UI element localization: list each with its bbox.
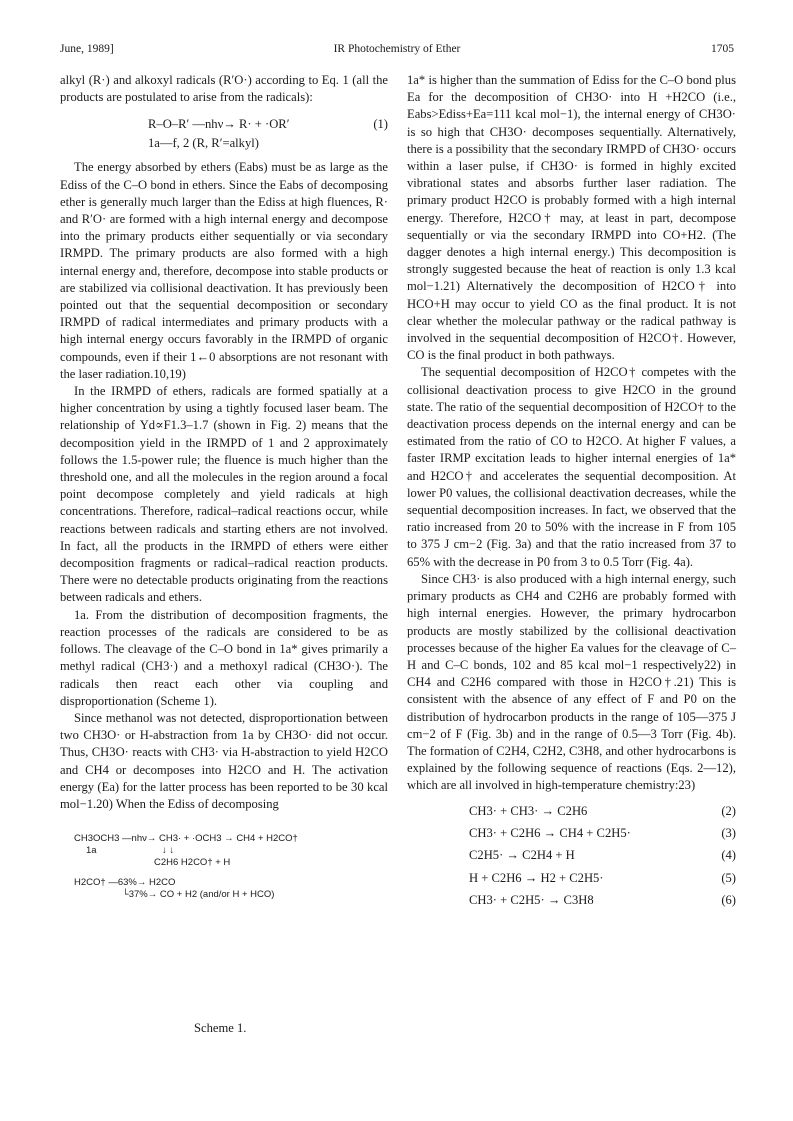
- paragraph-continuation: 1a* is higher than the summation of Ediss for the C–O bond plus Ea for the decomposition of CH3O· into H +H2CO (i.e., Eabs>Ediss+Ea=111 kcal mol−1), the internal energy of CH3O· is so high that CH3O· decomposes sequentially. Alternatively, there is a possibility that the secondary IRMPD of CH3O· occurs within a laser pulse, if CH3O· is formed in highly excited vibrational states and absorbs further laser radiation. The primary product H2CO is probably formed with a high internal energy. Therefore, H2CO† may, at least in part, decompose sequentially or via the secondary IRMPD into CO+H2. (The dagger denotes a high internal energy.) This decomposition is strongly suggested because the heat of reaction is only 1.3 kcal mol−1.21) Alternatively the decomposition of H2CO† into HCO+H may occur to yield CO as the final product. It is not clear whether the molecular pathway or the radical pathway is involved in the sequential decomposition of H2CO†. However, CO is the final product in both pathways.: [407, 73, 736, 363]
- scheme-label-1a: 1a: [86, 845, 97, 857]
- paragraph-1a: 1a. From the distribution of decomposition fragments, the reaction processes of the radicals are considered to be as follows. The cleavage of the C–O bond in 1a* gives primarily a methyl radical (CH3·) and a methoxyl radical (CH3O·). The radicals then react each other via coupling and disproportionation (Scheme 1).: [60, 607, 388, 708]
- scheme-row-1: CH3OCH3 —nhν→ CH3· + ·OCH3 → CH4 + H2CO†: [74, 833, 298, 845]
- left-column: [60, 72, 388, 933]
- scheme-row-2: C2H6 H2CO† + H: [154, 857, 231, 869]
- equation-4-number: (4): [721, 848, 736, 863]
- right-column: [407, 72, 736, 914]
- equation-list: [407, 803, 736, 915]
- equation-1-compounds: 1a—f, 2 (R, R′=alkyl): [148, 136, 259, 151]
- equation-5: H + C2H6 → H2 + C2H5·: [469, 870, 604, 885]
- issue-date: June, 1989]: [60, 43, 114, 55]
- equation-6: CH3· + C2H5· → C3H8: [469, 893, 594, 908]
- scheme-arrows: ↓ ↓: [162, 845, 175, 857]
- equation-3: CH3· + C2H6 → CH4 + C2H5·: [469, 825, 631, 840]
- page-number: 1705: [711, 43, 734, 55]
- equation-row: [407, 803, 736, 825]
- equation-1: [60, 113, 388, 153]
- equation-2: CH3· + CH3· → C2H6: [469, 803, 588, 818]
- equation-row: [407, 825, 736, 847]
- equation-6-number: (6): [721, 893, 736, 908]
- paragraph-energy: The energy absorbed by ethers (Eabs) must be as large as the Ediss of the C–O bond in ethers. Since the Eabs of decomposing ether is generally much larger than the Ediss at high fluences, R· and R′O· are formed with a high internal energy and decompose into the primary products either sequentially or via secondary IRMPD. The primary products are also formed with a high internal energy and, therefore, decompose into stable products or are stabilized via collisional deactivation. It has previously been pointed out that the sequential decomposition or secondary IRMPD of radical intermediates and primary products with a high internal energy occurs favorably in the IRMPD of organic compounds, even if their 1←0 absorptions are not resonant with the laser radiation.10,19): [60, 160, 388, 381]
- paragraph-methanol: Since methanol was not detected, disproportionation between two CH3O· or H-abstraction from 1a by CH3O· did not occur. Thus, CH3O· reacts with CH3· via H-abstraction to yield H2CO and CH4 or decomposes into H2CO and H. The activation energy (Ea) for the latter process has been reported to be 30 kcal mol−1.20) When the Ediss of decomposing: [60, 710, 388, 811]
- equation-2-number: (2): [721, 803, 736, 818]
- running-header: [60, 43, 734, 59]
- paragraph-sequential: The sequential decomposition of H2CO† competes with the collisional deactivation process to give H2CO in the ground state. The ratio of the sequential decomposition of H2CO† to the deactivation process depends on the internal energy and can be estimated from the ratio of CO to H2CO. At higher F values, a faster IRMP excitation leads to higher internal energies of 1a* and H2CO† and accelerates the sequential decomposition. At lower P0 values, the collisional deactivation decreases, while the sequential decomposition increases. In fact, we observed that the ratio increased from 20 to 50% with the increase in F from 105 to 375 J cm−2 (Fig. 3a) and that the ratio increased from 37 to 65% with the decrease in P0 from 3 to 0.5 Torr (Fig. 4a).: [407, 365, 736, 569]
- paragraph-hydrocarbons: Since CH3· is also produced with a high internal energy, such primary products as CH4 and C2H6 are probably formed with high internal energies. However, the primary hydrocarbon products are mostly stabilized by the collisional deactivation processes because of the higher Ea values for the cleavage of C–H and C–C bonds, 102 and 85 kcal mol−1 respectively22) in CH4 and C2H6 compared with those in H2CO†.21) This is consistent with the absence of any effect of F and P0 on the distribution of hydrocarbon products in the range of 105—375 J cm−2 of F (Fig. 3b) and in the range of 0.5—3 Torr (Fig. 4b). The formation of C2H4, C2H2, C3H8, and other hydrocarbons is explained by the following sequence of reactions (Eqs. 2—12), which are all involved in high-temperature chemistry:23): [407, 571, 736, 793]
- equation-row: [407, 847, 736, 869]
- scheme-caption: Scheme 1.: [194, 1021, 247, 1035]
- paragraph-irmpd: In the IRMPD of ethers, radicals are formed spatially at a higher concentration by using a tightly focused laser beam. The relationship of Yd∝F1.3–1.7 (shown in Fig. 2) means that the decomposition yield in the IRMPD of 1 and 2 approximately follows the 1.5-power rule; the fluence is much higher than the threshold one, and all the molecules in the region around a focal point decompose completely and yield radicals at high concentrations. Therefore, radical–radical reactions occur, while reactions between radicals and starting ethers are not involved. In fact, all the products in the IRMPD of ethers were either decomposition fragments or radical–radical reaction products. There were no detectable products originating from the reactions between radicals and ethers.: [60, 384, 388, 605]
- equation-1-number: (1): [373, 117, 388, 132]
- equation-3-number: (3): [721, 825, 736, 840]
- running-title: IR Photochemistry of Ether: [333, 43, 461, 55]
- scheme-row-3: H2CO† —63%→ H2CO: [74, 877, 176, 889]
- scheme-1: [60, 825, 388, 933]
- equation-4: C2H5· → C2H4 + H: [469, 848, 575, 863]
- equation-1-formula: R–O–R′ —nhν→ R· + ·OR′: [148, 117, 290, 132]
- scheme-row-4: └37%→ CO + H2 (and/or H + HCO): [122, 889, 275, 901]
- equation-row: [407, 892, 736, 914]
- paragraph-intro: alkyl (R·) and alkoxyl radicals (R′O·) according to Eq. 1 (all the products are postulated to arise from the radicals):: [60, 73, 388, 105]
- equation-row: [407, 870, 736, 892]
- equation-5-number: (5): [721, 870, 736, 885]
